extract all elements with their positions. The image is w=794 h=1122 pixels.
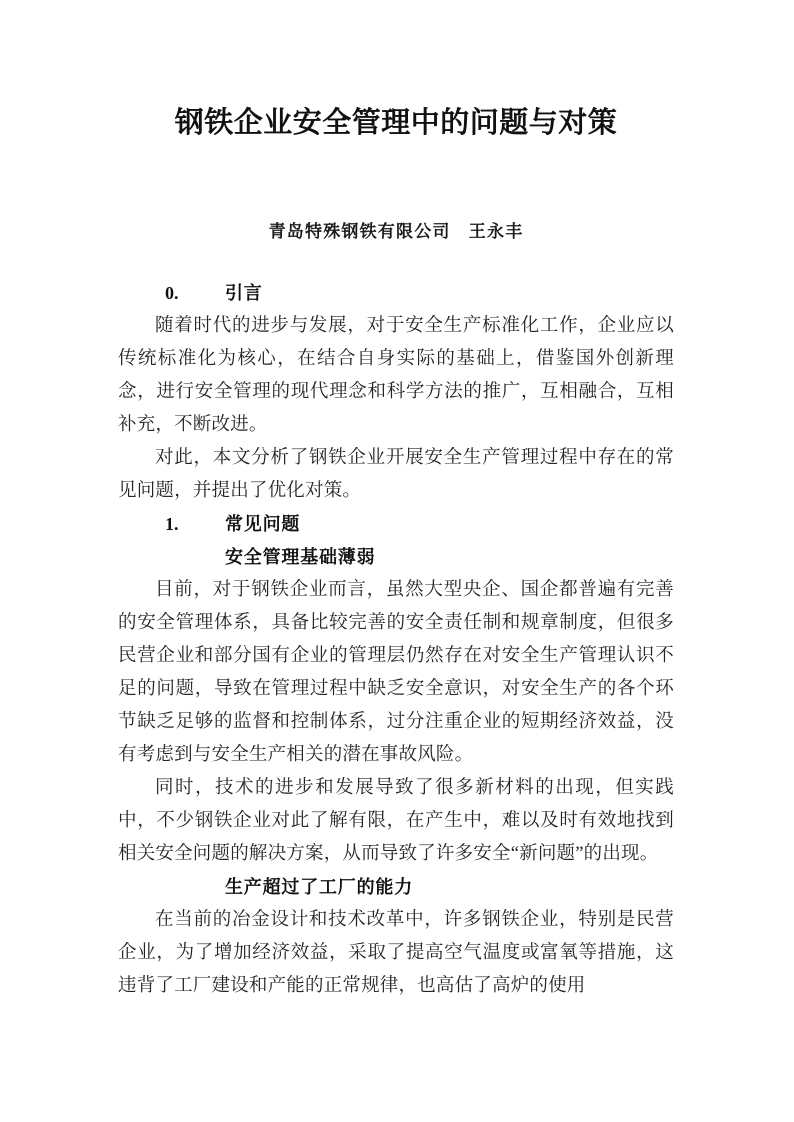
author-affiliation-line: 青岛特殊钢铁有限公司 王永丰	[268, 222, 524, 242]
section-number-1: 1.	[165, 513, 179, 534]
subsection-heading-1-1: 安全管理基础薄弱	[225, 546, 376, 567]
paragraph: 随着时代的进步与发展，对于安全生产标准化工作，企业应以传统标准化为核心，在结合自身实际的基础上，借鉴国外创新理念，进行安全管理的现代理念和科学方法的推广，互相融合，互相补充，不断改进。	[118, 315, 674, 435]
section-heading-0	[118, 277, 674, 310]
section-title-0: 引言	[225, 282, 263, 303]
subsection-heading-1-2: 生产超过了工厂的能力	[225, 876, 413, 897]
section-number-0: 0.	[165, 282, 179, 303]
paragraph: 目前，对于钢铁企业而言，虽然大型央企、国企都普遍有完善的安全管理体系，具备比较完善的安全责任制和规章制度，但很多民营企业和部分国有企业的管理层仍然存在对安全生产管理认识不足的问题，导致在管理过程中缺乏安全意识，对安全生产的各个环节缺乏足够的监督和控制体系，过分注重企业的短期经济效益，没有考虑到与安全生产相关的潜在事故风险。	[118, 579, 674, 765]
paragraph: 在当前的冶金设计和技术改革中，许多钢铁企业，特别是民营企业，为了增加经济效益，采取了提高空气温度或富氧等措施，这违背了工厂建设和产能的正常规律，也高估了高炉的使用	[118, 909, 674, 996]
paragraph: 同时，技术的进步和发展导致了很多新材料的出现，但实践中，不少钢铁企业对此了解有限，在产生中，难以及时有效地找到相关安全问题的解决方案，从而导致了许多安全“新问题”的出现。	[118, 777, 674, 864]
section-heading-1	[118, 508, 674, 541]
document-body	[118, 104, 674, 1003]
section-title-1: 常见问题	[225, 513, 301, 534]
paragraph: 对此，本文分析了钢铁企业开展安全生产管理过程中存在的常见问题，并提出了优化对策。	[118, 447, 674, 501]
page-title: 钢铁企业安全管理中的问题与对策	[174, 107, 618, 139]
